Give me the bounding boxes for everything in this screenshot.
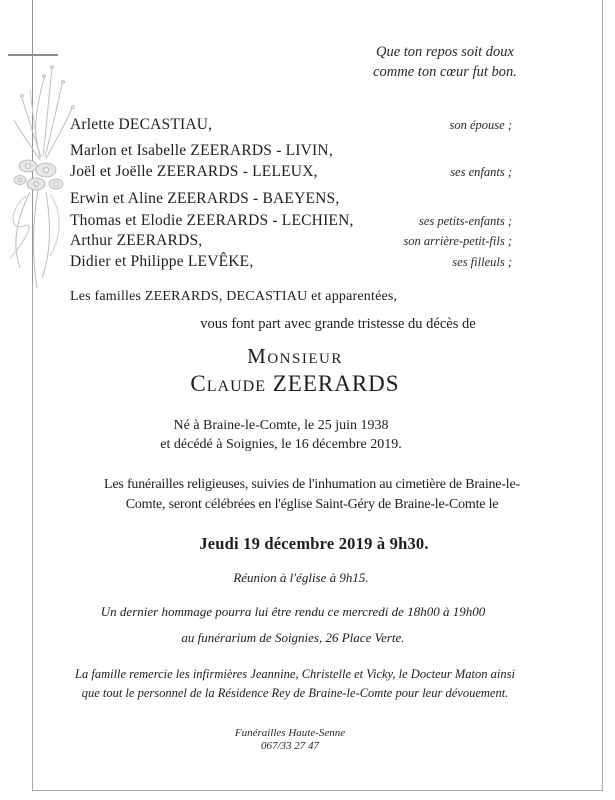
epigraph-line: comme ton cœur fut bon. [373, 64, 517, 80]
relative-row [70, 252, 512, 272]
relative-name: Thomas et Elodie ZEERARDS - LECHIEN, [70, 212, 354, 229]
cross-icon [8, 54, 58, 56]
relative-row [70, 141, 512, 161]
deceased-name: Claude ZEERARDS [190, 371, 400, 396]
relative-row [70, 162, 512, 182]
relation-label: ses filleuls ; [452, 255, 512, 269]
death-line: et décédé à Soignies, le 16 décembre 2019. [160, 437, 402, 452]
relative-name: Didier et Philippe LEVÊKE, [70, 253, 254, 270]
funeral-home-name: Funérailles Haute-Senne [234, 727, 346, 739]
ceremony-line: Les funérailles religieuses, suivies de l'inhumation au cimetière de Braine-le- [104, 477, 520, 492]
epigraph [350, 42, 540, 82]
relative-name: Arthur ZEERARDS, [70, 232, 203, 249]
tribute-line: au funérarium de Soignies, 26 Place Verte. [181, 630, 405, 645]
epigraph-line: Que ton repos soit doux [375, 44, 514, 60]
announcement-line: vous font part avec grande tristesse du décès de [200, 316, 476, 332]
funeral-home-phone: 067/33 27 47 [260, 740, 320, 752]
life-dates [36, 416, 526, 454]
relation-label: son épouse ; [449, 118, 512, 132]
relative-row [70, 231, 512, 251]
relative-name: Marlon et Isabelle ZEERARDS - LIVIN, [70, 142, 333, 159]
relation-label: ses enfants ; [450, 165, 512, 179]
relation-label: son arrière-petit-fils ; [403, 234, 512, 248]
ceremony-paragraph [45, 475, 579, 515]
birth-line: Né à Braine-le-Comte, le 25 juin 1938 [173, 418, 389, 433]
thanks-line: que tout le personnel de la Résidence Rey de Braine-le-Comte pour leur dévouement. [81, 686, 509, 700]
thanks-paragraph [30, 665, 560, 703]
relative-row [70, 211, 512, 231]
tribute-paragraph [28, 604, 558, 646]
ceremony-line: Comte, seront célébrées en l'église Saint-Géry de Braine-le-Comte le [125, 497, 499, 512]
families-line: Les familles ZEERARDS, DECASTIAU et apparentées, [70, 289, 398, 304]
gathering-line: Réunion à l'église à 9h15. [233, 570, 369, 585]
relative-name: Erwin et Aline ZEERARDS - BAEYENS, [70, 190, 340, 207]
thanks-line: La famille remercie les infirmières Jeannine, Christelle et Vicky, le Docteur Maton ainsi [75, 667, 515, 681]
tribute-line: Un dernier hommage pourra lui être rendu ce mercredi de 18h00 à 19h00 [100, 604, 486, 619]
deceased-title: Monsieur [247, 344, 343, 368]
relative-name: Joël et Joëlle ZEERARDS - LELEUX, [70, 163, 318, 180]
relative-row [70, 189, 512, 209]
relation-label: ses petits-enfants ; [418, 214, 512, 228]
relative-row [70, 115, 512, 135]
funeral-home-footer [25, 727, 555, 753]
relative-name: Arlette DECASTIAU, [70, 116, 213, 133]
deceased-name-block [50, 344, 540, 397]
relatives-list [70, 115, 512, 272]
ceremony-date: Jeudi 19 décembre 2019 à 9h30. [199, 534, 429, 553]
